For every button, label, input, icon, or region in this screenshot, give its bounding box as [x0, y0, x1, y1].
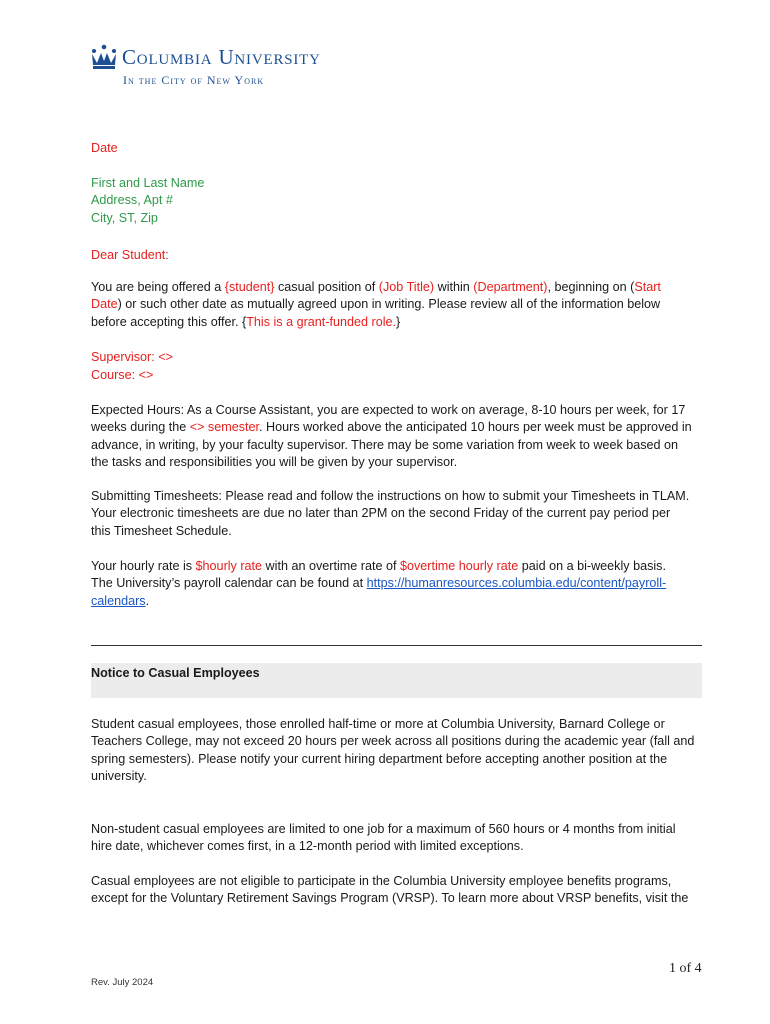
hours-line-3: advance, in writing, by your faculty supervisor. There may be some variation from week to week based on [91, 437, 679, 452]
salutation: Dear Student: [91, 248, 169, 262]
payroll-calendar-link[interactable]: https://humanresources.columbia.edu/content/payroll- [366, 576, 667, 591]
offer-line-1: You are being offered a {student} casual position of (Job Title) within (Department), beginning on (Start [91, 280, 661, 294]
offer-paragraph [91, 279, 706, 331]
recipient-city: City, ST, Zip [91, 211, 158, 225]
notice-p1-line: spring semesters). Please notify your current hiring department before accepting another position at the [91, 751, 668, 766]
rate-line-3: calendars. [91, 593, 150, 608]
timesheets-line-3: this Timesheet Schedule. [91, 523, 232, 538]
expected-hours-paragraph [91, 402, 706, 472]
rate-line-2: The University’s payroll calendar can be found at https://humanresources.columbia.edu/content/payroll- [91, 576, 667, 591]
timesheets-line-2: Your electronic timesheets are due no later than 2PM on the second Friday of the current pay period per [91, 506, 671, 521]
rate-line-1: Your hourly rate is $hourly rate with an overtime rate of $overtime hourly rate paid on a bi-weekly basis. [91, 559, 666, 573]
logo-subtitle: In the City of New York [123, 73, 265, 87]
page-number: 1 of 4 [669, 961, 702, 976]
payroll-calendar-link-cont[interactable]: calendars [91, 593, 146, 608]
notice-paragraph-2 [91, 821, 706, 856]
date-field: Date [91, 141, 118, 155]
notice-p1-line: university. [91, 769, 147, 784]
notice-p2-line: Non-student casual employees are limited to one job for a maximum of 560 hours or 4 months from initial [91, 822, 676, 836]
offer-line-2: Date) or such other date as mutually agreed upon in writing. Please review all of the information below [91, 297, 661, 312]
crown-icon [90, 44, 118, 70]
notice-paragraph-1 [91, 716, 706, 786]
hours-line-2: weeks during the <> semester. Hours worked above the anticipated 10 hours per week must be approved in [91, 420, 692, 435]
notice-p1-line: Teachers College, may not exceed 20 hours per week across all positions during the academic year (fall and [91, 734, 695, 749]
notice-p1-line: Student casual employees, those enrolled half-time or more at Columbia University, Barnard College or [91, 717, 665, 731]
hours-line-1: Expected Hours: As a Course Assistant, you are expected to work on average, 8-10 hours per week, for 17 [91, 403, 686, 417]
supervisor-field: Supervisor: <> [91, 350, 173, 364]
columbia-logo [90, 44, 370, 94]
notice-p3-line: except for the Voluntary Retirement Savings Program (VRSP). To learn more about VRSP benefits, visit the [91, 891, 689, 906]
revision-date: Rev. July 2024 [91, 977, 154, 988]
notice-heading: Notice to Casual Employees [91, 666, 260, 680]
section-divider [91, 645, 702, 646]
notice-heading-bar [91, 663, 702, 698]
timesheets-paragraph [91, 488, 706, 540]
rate-paragraph [91, 558, 706, 610]
notice-p2-line: hire date, whichever comes first, in a 12-month period with limited exceptions. [91, 839, 524, 854]
timesheets-line-1: Submitting Timesheets: Please read and follow the instructions on how to submit your Timesheets in TLAM. [91, 489, 690, 503]
recipient-name: First and Last Name [91, 176, 205, 190]
hours-line-4: the tasks and responsibilities you will be given by your supervisor. [91, 455, 458, 470]
recipient-address: Address, Apt # [91, 193, 173, 207]
logo-name: Columbia University [122, 45, 321, 69]
notice-paragraph-3 [91, 873, 706, 908]
offer-line-3: before accepting this offer. {This is a grant-funded role.} [91, 314, 401, 329]
course-field: Course: <> [91, 368, 154, 382]
notice-p3-line: Casual employees are not eligible to participate in the Columbia University employee benefits programs, [91, 874, 672, 888]
